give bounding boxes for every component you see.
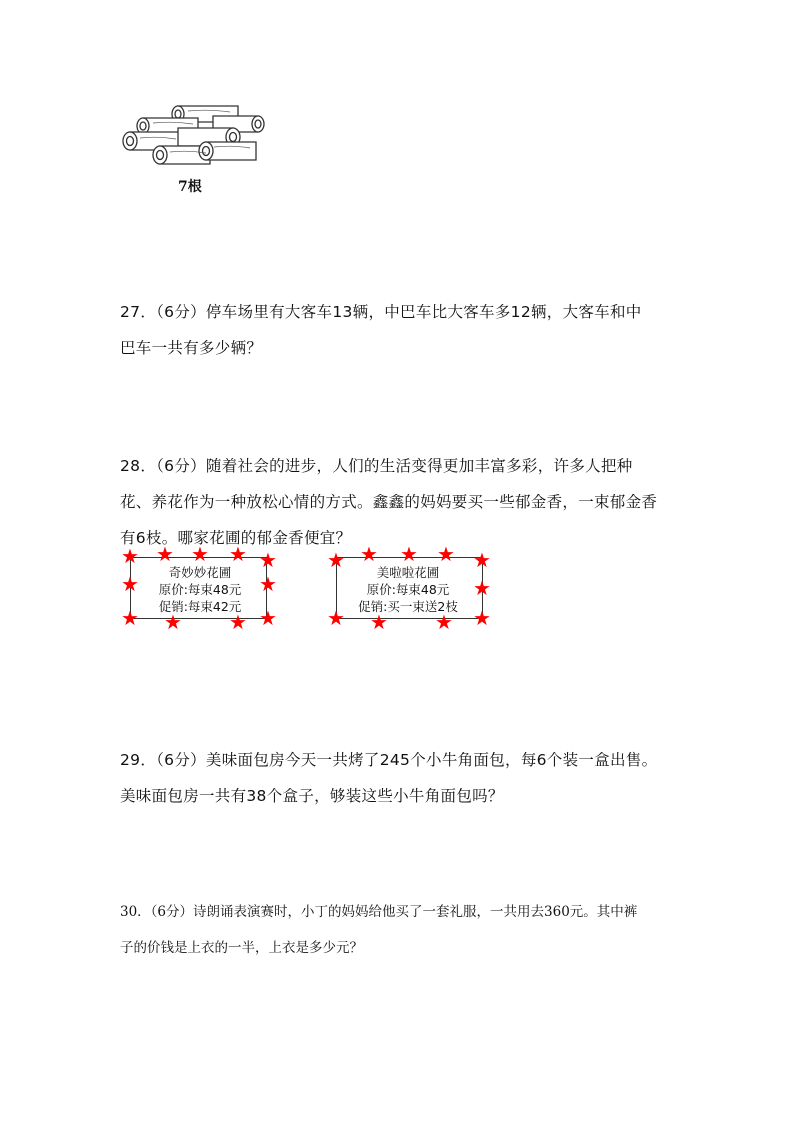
shop-promotion: 促销:每束42元	[158, 599, 242, 614]
shop-sign-text	[140, 564, 260, 615]
star-icon: ★	[435, 610, 453, 634]
star-icon: ★	[370, 610, 388, 634]
star-icon: ★	[360, 542, 378, 566]
log-pile-figure	[118, 98, 268, 198]
star-icon: ★	[400, 542, 418, 566]
question-28-line-3: 有6枝。哪家花圃的郁金香便宜？	[120, 529, 352, 547]
star-icon: ★	[327, 548, 345, 572]
question-29	[120, 742, 740, 814]
star-icon: ★	[437, 542, 455, 566]
shop-sign-qimiaomiao	[118, 544, 278, 634]
star-icon: ★	[259, 606, 277, 630]
star-icon: ★	[259, 572, 277, 596]
star-icon: ★	[473, 576, 491, 600]
shop-sign-text	[338, 564, 478, 615]
question-28	[120, 448, 720, 556]
log-pile-caption: 7根	[178, 179, 202, 195]
star-icon: ★	[191, 542, 209, 566]
question-30	[120, 894, 740, 966]
star-icon: ★	[121, 606, 139, 630]
question-28-line-2: 花、养花作为一种放松心情的方式。鑫鑫的妈妈要买一些郁金香，一束郁金香	[120, 493, 658, 511]
question-28-line-1: 28．（6分）随着社会的进步，人们的生活变得更加丰富多彩，许多人把种	[120, 457, 633, 475]
star-icon: ★	[229, 542, 247, 566]
star-icon: ★	[473, 548, 491, 572]
shop-name: 奇妙妙花圃	[168, 565, 232, 580]
question-29-line-1: 29．（6分）美味面包房今天一共烤了245个小牛角面包，每6个装一盒出售。	[120, 751, 658, 769]
shop-name: 美啦啦花圃	[376, 565, 440, 580]
shop-promotion: 促销:买一束送2枝	[358, 599, 458, 614]
star-icon: ★	[121, 572, 139, 596]
question-30-line-1: 30．（6分）诗朗诵表演赛时，小丁的妈妈给他买了一套礼服，一共用去360元。其中裤	[120, 904, 638, 920]
star-icon: ★	[327, 606, 345, 630]
question-29-line-2: 美味面包房一共有38个盒子，够装这些小牛角面包吗？	[120, 787, 504, 805]
star-icon: ★	[121, 544, 139, 568]
shop-original-price: 原价:每束48元	[158, 582, 242, 597]
question-27-line-1: 27．（6分）停车场里有大客车13辆，中巴车比大客车多12辆，大客车和中	[120, 303, 642, 321]
star-icon: ★	[473, 606, 491, 630]
shop-sign-meilala	[324, 544, 494, 634]
star-icon: ★	[259, 548, 277, 572]
question-30-line-2: 子的价钱是上衣的一半，上衣是多少元？	[120, 940, 363, 956]
star-icon: ★	[229, 610, 247, 634]
question-27-line-2: 巴车一共有多少辆？	[120, 339, 263, 357]
shop-original-price: 原价:每束48元	[366, 582, 450, 597]
question-27	[120, 294, 720, 366]
star-icon: ★	[164, 610, 182, 634]
star-icon: ★	[156, 542, 174, 566]
log-pile-icon	[118, 98, 268, 178]
